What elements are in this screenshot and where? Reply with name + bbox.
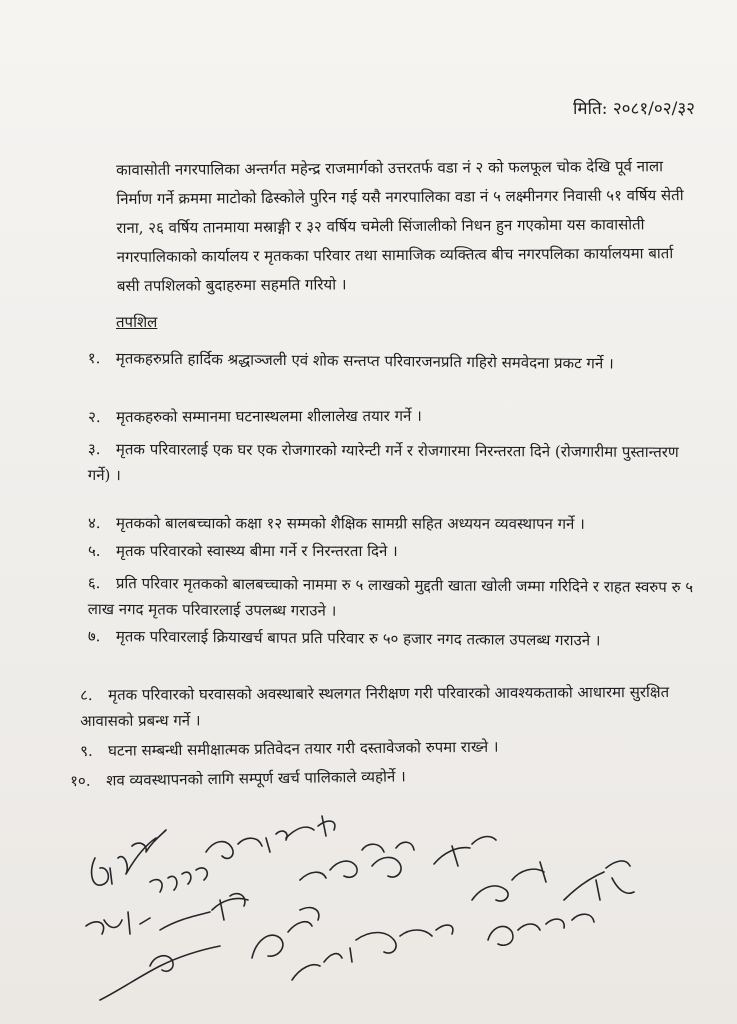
item-text: प्रति परिवार मृतकको बालबच्चाको नाममा रु ५ लाखको मुद्दती खाता खोली जम्मा गरिदिने र राहत स्वरुप रु ५ लाख नगद मृतक परिवारलाई उपलब्ध गराउने । (87, 574, 694, 620)
handwritten-signature (150, 868, 207, 892)
handwritten-signature (92, 830, 166, 885)
item-number: ५. (88, 542, 101, 560)
item-text: मृतक परिवारलाई क्रियाखर्च बापत प्रति परिवार रु ५० हजार नगद तत्काल उपलब्ध गराउने । (115, 627, 601, 650)
item-text: शव व्यवस्थापनको लागि सम्पूर्ण खर्च पालिकाले व्यहोर्ने । (106, 767, 406, 790)
item-number: ७. (87, 626, 101, 646)
item-text: मृतक परिवारको स्वास्थ्य बीमा गर्ने र निरन्तरता दिने । (116, 542, 398, 560)
handwritten-signature (252, 908, 319, 958)
item-number: १०. (70, 771, 91, 790)
handwritten-signature (100, 946, 220, 1000)
handwritten-signature (564, 861, 634, 900)
handwritten-signature (160, 894, 248, 930)
document-date: मिति: २०८१/०२/३२ (573, 99, 695, 119)
item-number: ९. (80, 741, 93, 760)
handwritten-signature (356, 925, 453, 953)
item-text: घटना सम्बन्धी समीक्षात्मक प्रतिवेदन तयार गरी दस्तावेजको रुपमा राख्ने । (108, 737, 499, 760)
handwritten-signature (434, 837, 496, 866)
handwritten-signature (300, 844, 384, 880)
item-number: ६. (87, 573, 101, 593)
item-number: ४. (87, 514, 101, 533)
handwritten-signature (292, 948, 352, 980)
item-number: १. (87, 348, 101, 368)
handwritten-signature (372, 842, 414, 877)
item-text: मृतकको बालबच्चाको कक्षा १२ सम्मको शैक्षिक सामग्री सहित अध्ययन व्यवस्थापन गर्ने । (115, 514, 585, 533)
item-text: मृतक परिवारको घरवासको अवस्थाबारे स्थलगत निरीक्षण गरी परिवारको आवश्यकताको आधारमा सुरक्षित आवासको प्रबन्ध गर्ने । (80, 682, 670, 730)
item-text: मृतक परिवारलाई एक घर एक रोजगारको ग्यारेन्टी गर्ने र रोजगारमा निरन्तरता दिने (रोजगारीमा पुस्तान्तरण गर्ने) । (87, 440, 679, 485)
item-text: मृतकहरुको सम्मानमा घटनास्थलमा शीलालेख तयार गर्ने । (116, 406, 422, 426)
handwritten-signature (286, 816, 335, 838)
handwritten-signature (488, 914, 594, 945)
item-number: २. (88, 407, 101, 426)
handwritten-signature (86, 912, 150, 934)
handwritten-signature (472, 862, 546, 901)
details-heading: तपशिल (116, 313, 158, 331)
item-text: मृतकहरुप्रति हार्दिक श्रद्धाञ्जली एवं शोक सन्तप्त परिवारजनप्रति गहिरो समवेदना प्रकट गर्ने । (115, 349, 614, 373)
item-number: ८. (80, 685, 93, 704)
handwritten-signature (206, 831, 287, 858)
intro-paragraph: कावासोती नगरपालिका अन्तर्गत महेन्द्र राजमार्गको उत्तरतर्फ वडा नं २ को फलफूल चोक देखि पूर्व नाला निर्माण गर्ने क्रममा माटोको ढिस्कोले पुरिन गई यसै नगरपालिका वडा नं ५ लक्ष्मीनगर निवासी ५१ वर्षिय सेती राना, २६ वर्षिय तानमाया मस्राङ्गी र ३२ वर्षिय चमेली सिंजालीको निधन हुन गएकोमा यस कावासोती नगरपालिकाको कार्यालय र मृतकका परिवार तथा सामाजिक व्यक्तित्व बीच नगरपलिका कार्यालयमा बार्ता बसी तपशिलको बुदाहरुमा सहमति गरियो । (116, 157, 684, 295)
item-number: ३. (87, 439, 101, 459)
